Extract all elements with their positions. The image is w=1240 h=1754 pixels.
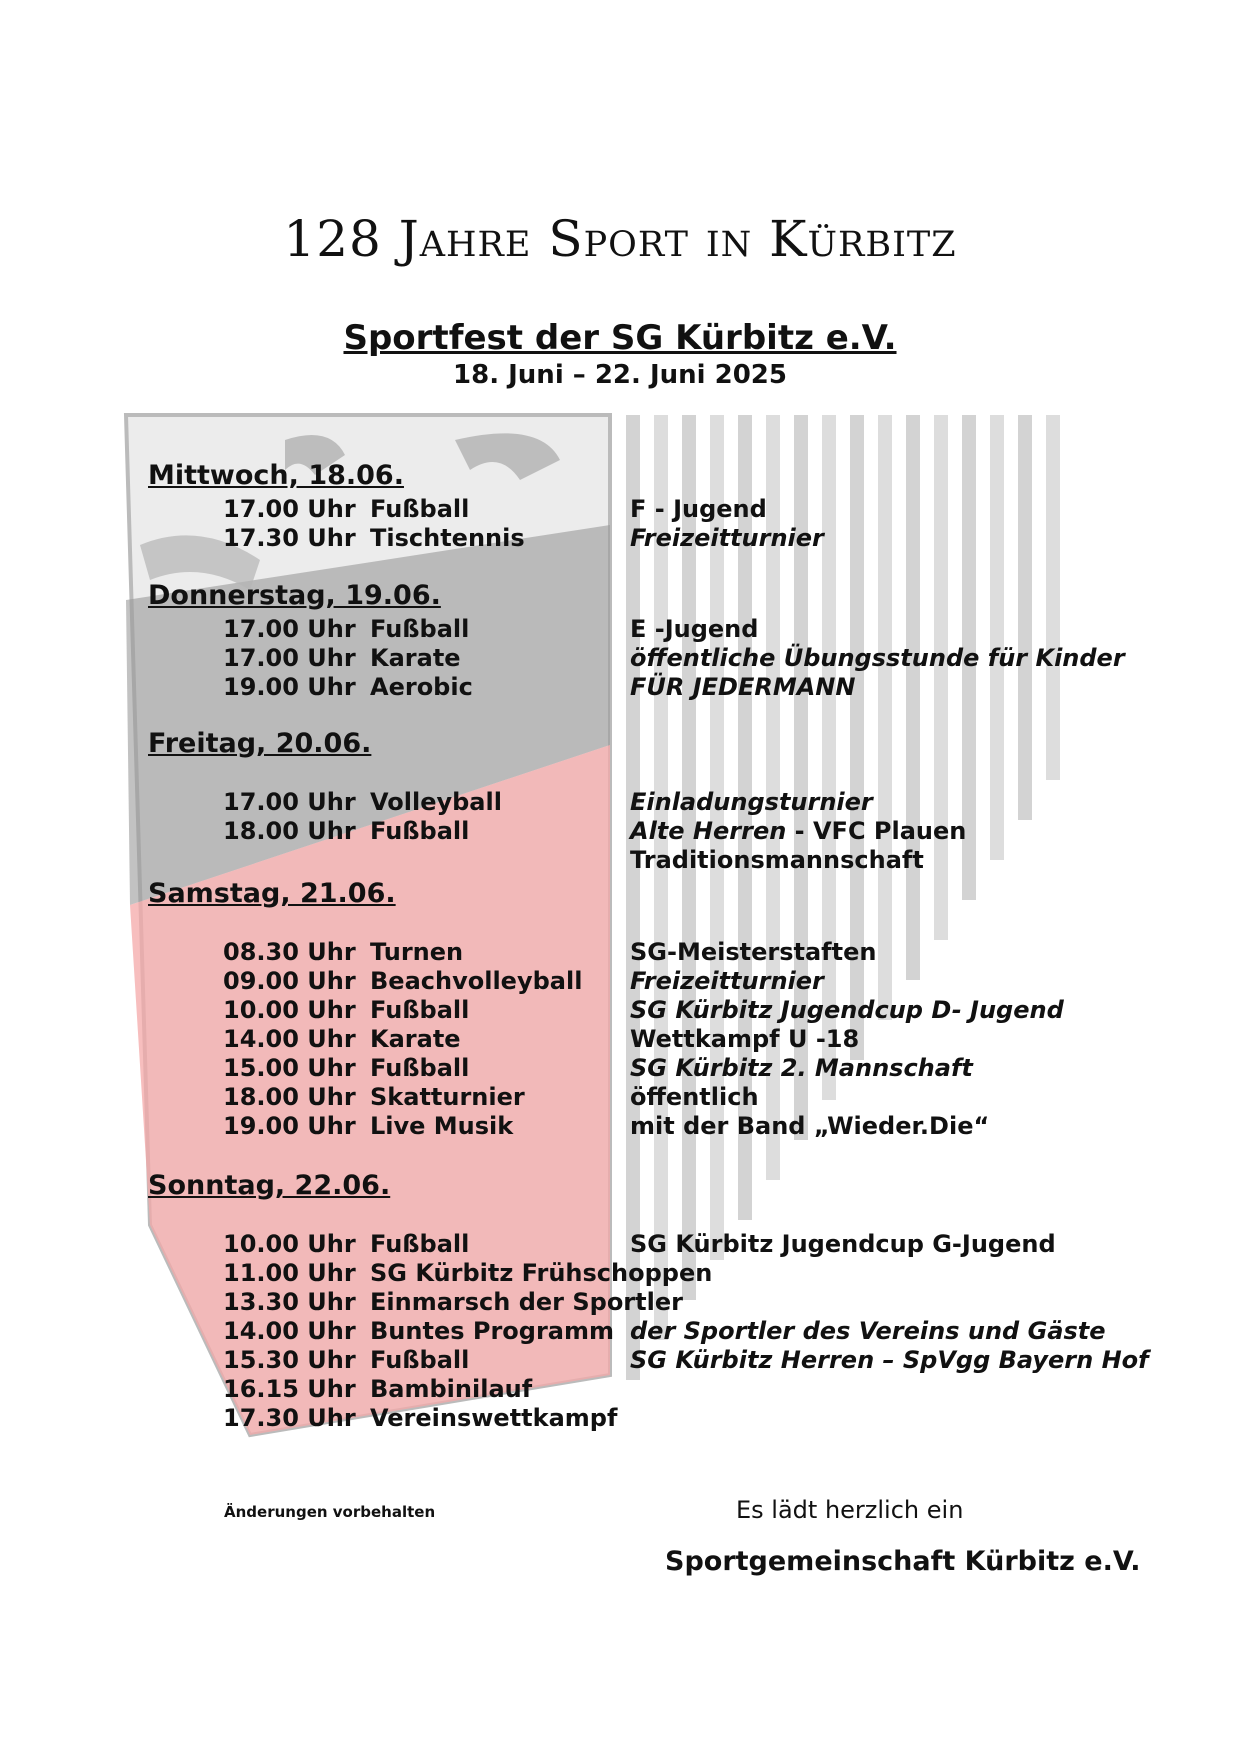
event-note: Einladungsturnier: [630, 788, 873, 816]
event-time: 13.30 Uhr: [223, 1288, 356, 1316]
event-activity: Fußball: [370, 1346, 470, 1374]
event-time: 18.00 Uhr: [223, 817, 356, 845]
schedule-row: [0, 788, 1240, 818]
schedule-row: [0, 1259, 1240, 1289]
event-time: 10.00 Uhr: [223, 996, 356, 1024]
event-activity: Bambinilauf: [370, 1375, 533, 1403]
schedule-row: [0, 524, 1240, 554]
event-note: öffentlich: [630, 1083, 759, 1111]
event-activity: Tischtennis: [370, 524, 525, 552]
event-time: 14.00 Uhr: [223, 1025, 356, 1053]
event-note: mit der Band „Wieder.Die“: [630, 1112, 990, 1140]
event-activity: Karate: [370, 644, 461, 672]
schedule-row: [0, 1230, 1240, 1260]
event-time: 19.00 Uhr: [223, 673, 356, 701]
event-time: 18.00 Uhr: [223, 1083, 356, 1111]
schedule-row: [0, 644, 1240, 674]
day-header: Sonntag, 22.06.: [148, 1170, 391, 1201]
day-header: Freitag, 20.06.: [148, 728, 372, 759]
schedule-row: [0, 1288, 1240, 1318]
event-time: 08.30 Uhr: [223, 938, 356, 966]
event-activity: Einmarsch der Sportler: [370, 1288, 683, 1316]
schedule-row: [0, 1317, 1240, 1347]
event-activity: Beachvolleyball: [370, 967, 583, 995]
event-activity: Skatturnier: [370, 1083, 525, 1111]
schedule-row: [0, 1404, 1240, 1434]
event-note-continued: Traditionsmannschaft: [630, 846, 924, 874]
day-header: Samstag, 21.06.: [148, 878, 396, 909]
event-time: 17.30 Uhr: [223, 1404, 356, 1432]
invitation-text: Es lädt herzlich ein: [736, 1496, 964, 1524]
schedule-row: [0, 1346, 1240, 1376]
event-time: 19.00 Uhr: [223, 1112, 356, 1140]
schedule-row-continuation: [0, 846, 1240, 876]
event-activity: Fußball: [370, 615, 470, 643]
schedule-row: [0, 615, 1240, 645]
event-time: 10.00 Uhr: [223, 1230, 356, 1258]
event-note: Freizeitturnier: [630, 967, 824, 995]
event-note: SG Kürbitz Herren – SpVgg Bayern Hof: [630, 1346, 1149, 1374]
event-activity: Vereinswettkampf: [370, 1404, 618, 1432]
event-time: 11.00 Uhr: [223, 1259, 356, 1287]
date-range: 18. Juni – 22. Juni 2025: [453, 360, 787, 390]
event-time: 16.15 Uhr: [223, 1375, 356, 1403]
schedule-row: [0, 817, 1240, 847]
event-time: 14.00 Uhr: [223, 1317, 356, 1345]
day-header: Mittwoch, 18.06.: [148, 460, 404, 491]
event-activity: Volleyball: [370, 788, 502, 816]
event-note: der Sportler des Vereins und Gäste: [630, 1317, 1106, 1345]
event-note: FÜR JEDERMANN: [630, 673, 856, 701]
event-note: SG Kürbitz Jugendcup D- Jugend: [630, 996, 1064, 1024]
event-note: E -Jugend: [630, 615, 759, 643]
event-note: Wettkampf U -18: [630, 1025, 860, 1053]
schedule-row: [0, 1083, 1240, 1113]
event-note: SG-Meisterstaften: [630, 938, 877, 966]
event-time: 09.00 Uhr: [223, 967, 356, 995]
event-note-italic: Alte Herren: [630, 817, 787, 845]
event-note: öffentliche Übungsstunde für Kinder: [630, 644, 1125, 672]
event-activity: Fußball: [370, 495, 470, 523]
event-time: 17.00 Uhr: [223, 495, 356, 523]
event-note: F - Jugend: [630, 495, 767, 523]
event-activity: Live Musik: [370, 1112, 514, 1140]
schedule-row: [0, 1025, 1240, 1055]
event-activity: Fußball: [370, 1230, 470, 1258]
schedule-row: [0, 1054, 1240, 1084]
schedule-row: [0, 673, 1240, 703]
schedule-row: [0, 996, 1240, 1026]
event-activity: Fußball: [370, 817, 470, 845]
event-activity: Karate: [370, 1025, 461, 1053]
schedule-row: [0, 938, 1240, 968]
event-time: 17.30 Uhr: [223, 524, 356, 552]
event-activity: Aerobic: [370, 673, 473, 701]
main-title: 128 Jahre Sport in Kürbitz: [283, 210, 957, 268]
event-activity: Fußball: [370, 996, 470, 1024]
event-note: SG Kürbitz 2. Mannschaft: [630, 1054, 973, 1082]
schedule-row: [0, 495, 1240, 525]
event-time: 17.00 Uhr: [223, 644, 356, 672]
schedule-row: [0, 1112, 1240, 1142]
event-note-rest: - VFC Plauen: [786, 817, 967, 845]
event-time: 15.00 Uhr: [223, 1054, 356, 1082]
event-time: 17.00 Uhr: [223, 788, 356, 816]
event-note: Freizeitturnier: [630, 524, 824, 552]
event-activity: SG Kürbitz Frühschoppen: [370, 1259, 713, 1287]
event-note: [630, 817, 966, 845]
event-activity: Fußball: [370, 1054, 470, 1082]
schedule-row: [0, 1375, 1240, 1405]
changes-reserved-note: Änderungen vorbehalten: [224, 1503, 436, 1521]
event-subtitle: Sportfest der SG Kürbitz e.V.: [343, 318, 897, 358]
day-header: Donnerstag, 19.06.: [148, 580, 441, 611]
organizer-name: Sportgemeinschaft Kürbitz e.V.: [665, 1546, 1141, 1577]
event-note: SG Kürbitz Jugendcup G-Jugend: [630, 1230, 1056, 1258]
schedule-row: [0, 967, 1240, 997]
event-activity: Turnen: [370, 938, 464, 966]
event-time: 15.30 Uhr: [223, 1346, 356, 1374]
event-time: 17.00 Uhr: [223, 615, 356, 643]
event-activity: Buntes Programm: [370, 1317, 614, 1345]
